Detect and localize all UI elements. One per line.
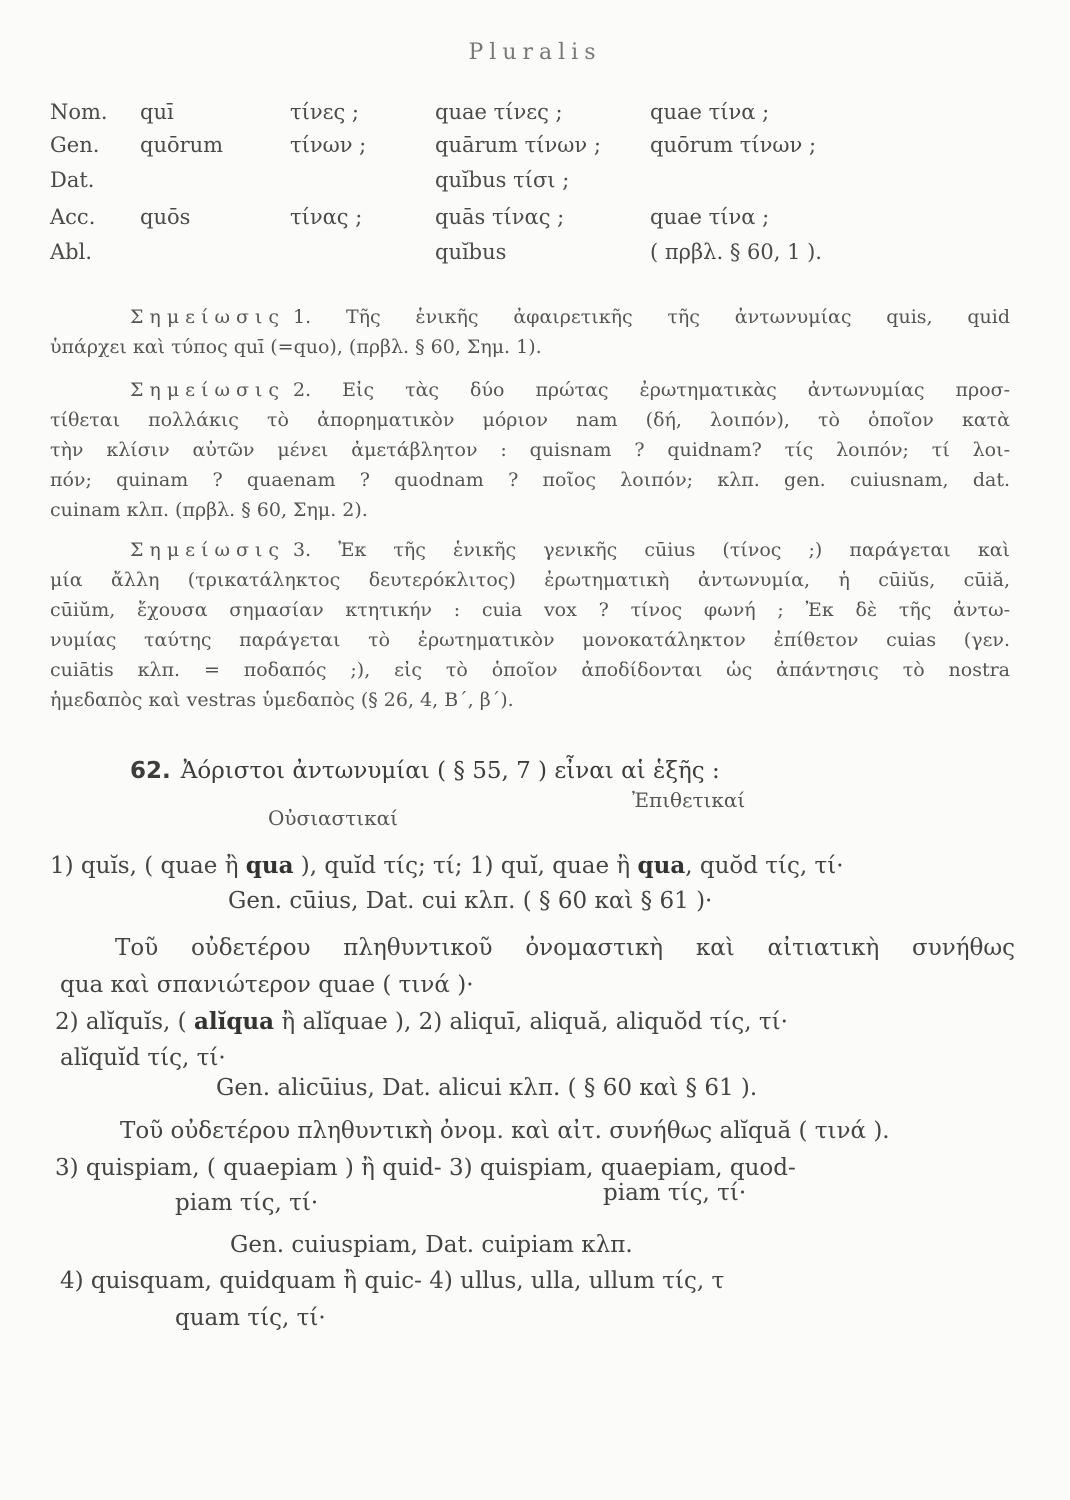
note-2 [50,375,1010,525]
note-line: μία ἄλλη (τρικατάληκτος δευτερόκλιτος) ἐρωτηματικὴ ἀντωνυμία, ἡ cūiŭs, cūiă, [50,569,1010,591]
fem-form: quĭbus [435,240,507,264]
note-line: ἡμεδαπὸς καὶ vestras ὑμεδαπὸς (§ 26, 4, Β΄, β΄). [50,689,514,711]
note-line: τίθεται πολλάκις τὸ ἀπορηματικὸν μόριον nam (δή, λοιπόν), τὸ ὁποῖον κατὰ [50,409,1010,431]
masc-greek: τίνων ; [290,133,367,157]
note-line: Σημείωσις 3. Ἐκ τῆς ἑνικῆς γενικῆς cūius (τίνος ;) παράγεται καὶ [130,539,1010,561]
entry-line: 2) alĭquĭs, ( alĭqua ἢ alĭquae ), 2) aliquī, aliquă, aliquŏd τίς, τί· [55,1008,788,1035]
entry-line: Τοῦ οὐδετέρου πληθυντικοῦ ὀνομαστικὴ καὶ αἰτιατικὴ συνήθως [115,935,1015,961]
fem-form: quārum τίνων ; [435,133,601,157]
masc-latin: quī [140,100,174,124]
case-label: Gen. [50,133,100,157]
fem-form: quās τίνας ; [435,205,565,229]
masc-latin: quōrum [140,133,224,157]
column-adjectival: Ἐπιθετικαί [632,788,746,812]
neut-form: ( πρβλ. § 60, 1 ). [650,240,822,264]
note-line: cuinam κλπ. (πρβλ. § 60, Σημ. 2). [50,499,368,521]
entry-line: 3) quispiam, ( quaepiam ) ἢ quid- 3) quispiam, quaepiam, quod- [55,1155,796,1181]
note-line: Σημείωσις 2. Εἰς τὰς δύο πρώτας ἐρωτηματικὰς ἀντωνυμίας προσ- [130,379,1010,401]
note-3 [50,535,1010,715]
page-title: Pluralis [468,40,602,65]
note-1 [50,302,1010,362]
entry-line: 1) quĭs, ( quae ἢ qua ), quĭd τίς; τί; 1) quĭ, quae ἢ qua, quŏd τίς, τί· [50,852,844,879]
case-label: Acc. [50,205,96,229]
note-label: Σημείωσις [130,306,286,328]
entry-line: quam τίς, τί· [175,1305,326,1331]
entry-line: Gen. cūius, Dat. cui κλπ. ( § 60 καὶ § 61 )· [228,888,713,914]
column-substantive: Οὐσιαστικαί [268,806,398,830]
case-label: Dat. [50,168,95,192]
entry-line: 4) quisquam, quidquam ἢ quic- 4) ullus, ulla, ullum τίς, τ [60,1268,725,1294]
fem-form: quĭbus τίσι ; [435,168,570,192]
section-number: 62. [130,758,171,784]
note-line: ὑπάρχει καὶ τύπος quī (=quo), (πρβλ. § 60, Σημ. 1). [50,336,542,358]
note-line: πόν; quinam ? quaenam ? quodnam ? ποῖος λοιπόν; κλπ. gen. cuiusnam, dat. [50,469,1010,491]
note-line: νυμίας ταύτης παράγεται τὸ ἐρωτηματικὸν μονοκατάληκτον ἐπίθετον cuias (γεν. [50,629,1010,651]
note-line: Σημείωσις 1. Τῆς ἑνικῆς ἀφαιρετικῆς τῆς ἀντωνυμίας quis, quid [130,306,1010,328]
declension-row [50,168,1010,204]
entry-line: Gen. alicūius, Dat. alicui κλπ. ( § 60 καὶ § 61 ). [216,1075,758,1101]
fem-form: quae τίνες ; [435,100,563,124]
masc-greek: τίνας ; [290,205,363,229]
neut-form: quae τίνα ; [650,205,770,229]
section-title: Ἀόριστοι ἀντωνυμίαι ( § 55, 7 ) εἶναι αἱ ἑξῆς : [180,758,720,784]
entry-line: qua καὶ σπανιώτερον quae ( τινά )· [60,972,474,998]
entry-line: Τοῦ οὐδετέρου πληθυντικὴ ὀνομ. καὶ αἰτ. συνήθως alĭquă ( τινά ). [120,1118,890,1144]
entry-line: piam τίς, τί· [175,1190,319,1216]
note-line: cuiātis κλπ. = ποδαπός ;), εἰς τὸ ὁποῖον ἀποδίδονται ὡς ἀπάντησις τὸ nostra [50,659,1010,681]
declension-row [50,240,1010,276]
note-label: Σημείωσις [130,379,286,401]
section-heading [130,758,720,784]
masc-latin: quōs [140,205,191,229]
entry-line: Gen. cuiuspiam, Dat. cuipiam κλπ. [230,1232,633,1258]
declension-row [50,205,1010,241]
case-label: Abl. [50,240,92,264]
note-line: τὴν κλίσιν αὐτῶν μένει ἀμετάβλητον : quisnam ? quidnam? τίς λοιπόν; τί λοι- [50,439,1010,461]
note-label: Σημείωσις [130,539,286,561]
entry-line: alĭquĭd τίς, τί· [60,1045,226,1071]
declension-row [50,100,1010,136]
case-label: Nom. [50,100,108,124]
masc-greek: τίνες ; [290,100,360,124]
neut-form: quōrum τίνων ; [650,133,817,157]
neut-form: quae τίνα ; [650,100,770,124]
note-line: cūiŭm, ἔχουσα σημασίαν κτητικήν : cuia vox ? τίνος φωνή ; Ἐκ δὲ τῆς ἀντω- [50,599,1010,621]
declension-row [50,133,1010,169]
entry-line: piam τίς, τί· [603,1180,747,1206]
